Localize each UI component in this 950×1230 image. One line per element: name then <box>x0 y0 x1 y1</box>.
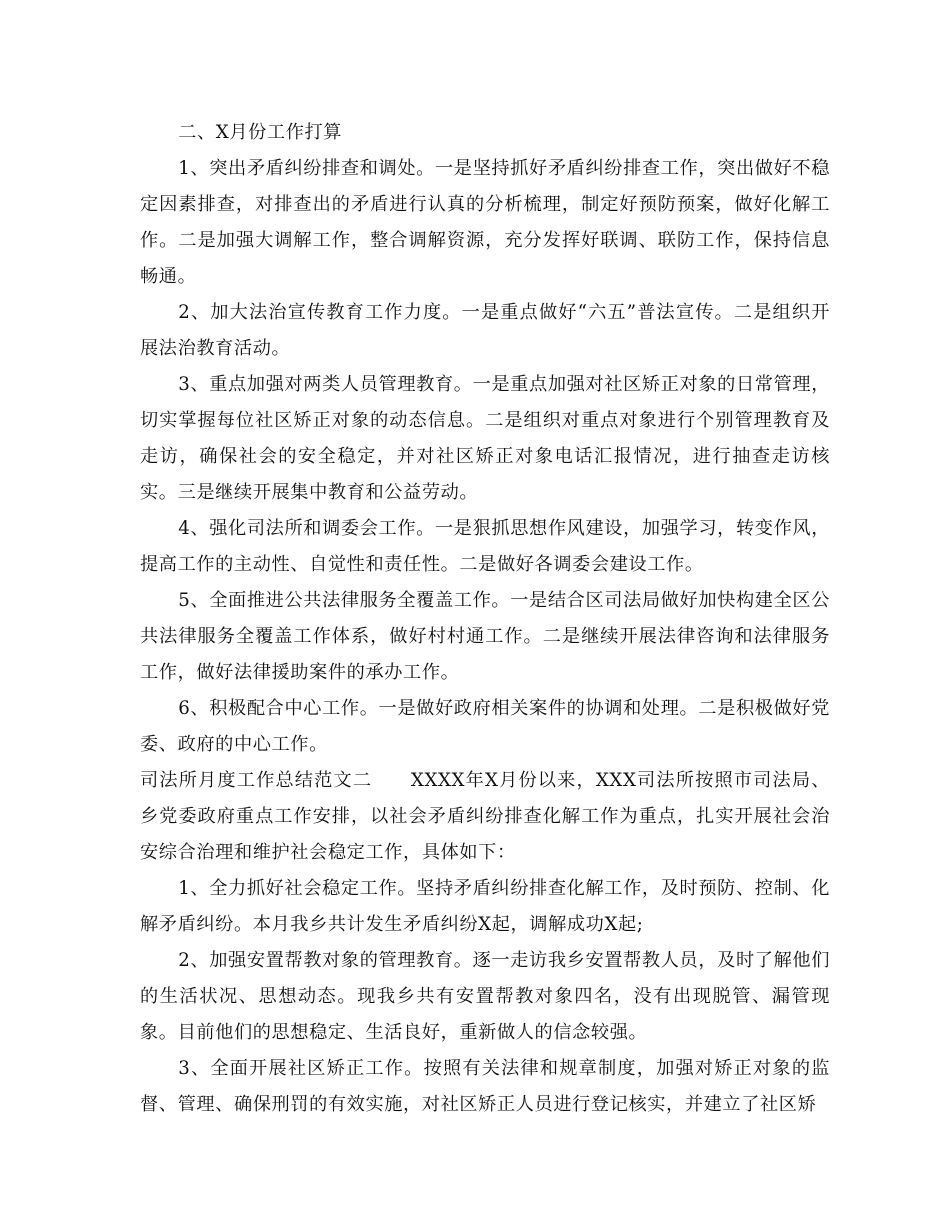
paragraph: 2、加强安置帮教对象的管理教育。逐一走访我乡安置帮教人员，及时了解他们的生活状况、思想动态。现我乡共有安置帮教对象四名，没有出现脱管、漏管现象。目前他们的思想稳定、生活良好，重新做人的信念较强。 <box>140 950 830 1043</box>
section-heading: 二、X月份工作打算 <box>178 122 343 143</box>
paragraph: 2、加大法治宣传教育工作力度。一是重点做好“六五”普法宣传。二是组织开展法治教育活动。 <box>140 302 830 359</box>
paragraph: 3、全面开展社区矫正工作。按照有关法律和规章制度，加强对矫正对象的监督、管理、确保刑罚的有效实施，对社区矫正人员进行登记核实，并建立了社区矫 <box>140 1058 830 1115</box>
paragraph: 5、全面推进公共法律服务全覆盖工作。一是结合区司法局做好加快构建全区公共法律服务全覆盖工作体系，做好村村通工作。二是继续开展法律咨询和法律服务工作，做好法律援助案件的承办工作。 <box>140 590 830 683</box>
paragraph: 4、强化司法所和调委会工作。一是狠抓思想作风建设，加强学习，转变作风，提高工作的主动性、自觉性和责任性。二是做好各调委会建设工作。 <box>140 518 830 575</box>
paragraph: 6、积极配合中心工作。一是做好政府相关案件的协调和处理。二是积极做好党委、政府的中心工作。 <box>140 698 830 755</box>
paragraph: 3、重点加强对两类人员管理教育。一是重点加强对社区矫正对象的日常管理，切实掌握每位社区矫正对象的动态信息。二是组织对重点对象进行个别管理教育及走访，确保社会的安全稳定，并对社区矫正对象电话汇报情况，进行抽查走访核实。三是继续开展集中教育和公益劳动。 <box>140 374 830 503</box>
article-two-intro: 司法所月度工作总结范文二 XXXX年X月份以来，XXX司法所按照市司法局、乡党委政府重点工作安排，以社会矛盾纠纷排查化解工作为重点，扎实开展社会治安综合治理和维护社会稳定工作，具体如下： <box>140 770 830 863</box>
paragraph: 1、全力抓好社会稳定工作。坚持矛盾纠纷排查化解工作，及时预防、控制、化解矛盾纠纷。本月我乡共计发生矛盾纠纷X起，调解成功X起; <box>140 878 830 935</box>
document-page <box>140 115 830 1123</box>
paragraph: 1、突出矛盾纠纷排查和调处。一是坚持抓好矛盾纠纷排查工作，突出做好不稳定因素排查，对排查出的矛盾进行认真的分析梳理，制定好预防预案，做好化解工作。二是加强大调解工作，整合调解资源，充分发挥好联调、联防工作，保持信息畅通。 <box>140 158 830 287</box>
